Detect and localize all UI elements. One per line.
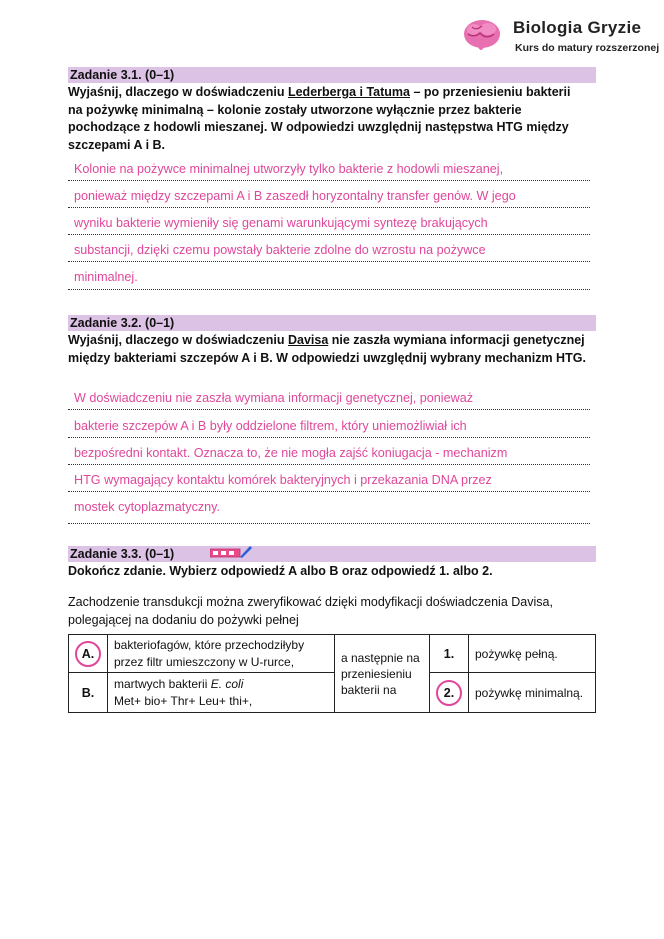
answer-line: bezpośredni kontakt. Oznacza to, że nie mogła zajść koniugacja - mechanizm: [74, 446, 508, 460]
option-1-text: pożywkę pełną.: [469, 635, 596, 673]
answer-dotted-line: [68, 289, 590, 290]
answer-dotted-line: [68, 180, 590, 181]
options-table: [68, 634, 596, 713]
answer-line: wyniku bakterie wymieniły się genami warunkującymi syntezę brakujących: [74, 216, 488, 230]
task-3-2-question: Wyjaśnij, dlaczego w doświadczeniu Davisa nie zaszła wymiana informacji genetycznej między bakteriami szczepów A i B. W odpowiedzi uwzględnij wybrany mechanizm HTG.: [68, 333, 586, 365]
option-2-text: pożywkę minimalną.: [469, 673, 596, 713]
answer-line: bakterie szczepów A i B były oddzielone filtrem, który uniemożliwiał ich: [74, 419, 467, 433]
answer-dotted-line: [68, 523, 590, 524]
answer-line: Kolonie na pożywce minimalnej utworzyły tylko bakterie z hodowli mieszanej,: [74, 162, 504, 176]
task-3-3-instruction: Dokończ zdanie. Wybierz odpowiedź A albo B oraz odpowiedź 1. albo 2.: [68, 564, 493, 578]
task-3-1-title: Zadanie 3.1. (0–1): [70, 68, 175, 82]
answer-dotted-line: [68, 234, 590, 235]
brand-title: Biologia Gryzie: [513, 18, 642, 37]
answer-dotted-line: [68, 464, 590, 465]
pencil-icon: [210, 545, 252, 559]
task-3-1-question: Wyjaśnij, dlaczego w doświadczeniu Lederberga i Tatuma – po przeniesieniu bakterii na pożywkę minimalną – kolonie zostały utworzone wyłącznie przez bakterie pochodzące z hodowli mieszanej. W odpowiedzi uwzględnij następstwa HTG między szczepami A i B.: [68, 85, 571, 152]
task-3-3-stem: Zachodzenie transdukcji można zweryfikować dzięki modyfikacji doświadczenia Davisa, polegającej na dodaniu do pożywki pełnej: [68, 595, 553, 627]
answer-line: HTG wymagający kontaktu komórek bakteryjnych i przekazania DNA przez: [74, 473, 492, 487]
answer-dotted-line: [68, 409, 590, 410]
answer-line: ponieważ między szczepami A i B zaszedł horyzontalny transfer genów. W jego: [74, 189, 516, 203]
option-b-cell[interactable]: [69, 673, 108, 713]
option-2-cell[interactable]: [430, 673, 469, 713]
task-3-2-title: Zadanie 3.2. (0–1): [70, 316, 175, 330]
selected-option-circle: 2.: [436, 680, 462, 706]
option-1-label: 1.: [443, 646, 455, 661]
option-b-text: martwych bakterii E. coli Met+ bio+ Thr+ Leu+ thi+,: [108, 673, 335, 713]
option-b-label: B.: [81, 685, 95, 700]
option-a-text: bakteriofagów, które przechodziłyby przez filtr umieszczony w U-rurce,: [108, 635, 335, 673]
answer-dotted-line: [68, 491, 590, 492]
option-1-cell[interactable]: [430, 635, 469, 673]
answer-line: substancji, dzięki czemu powstały bakterie zdolne do wzrostu na pożywce: [74, 243, 486, 257]
sentence-middle: a następnie na przeniesieniu bakterii na: [335, 635, 430, 713]
task-3-3-title: Zadanie 3.3. (0–1): [70, 547, 175, 561]
answer-dotted-line: [68, 437, 590, 438]
brand-subtitle: Kurs do matury rozszerzonej: [515, 42, 660, 54]
answer-dotted-line: [68, 207, 590, 208]
answer-line: mostek cytoplazmatyczny.: [74, 500, 221, 514]
selected-option-circle: A.: [75, 641, 101, 667]
brain-logo-icon: [462, 18, 502, 54]
answer-line: W doświadczeniu nie zaszła wymiana informacji genetycznej, ponieważ: [74, 391, 473, 405]
answer-line: minimalnej.: [74, 270, 138, 284]
option-a-cell[interactable]: [69, 635, 108, 673]
answer-dotted-line: [68, 261, 590, 262]
